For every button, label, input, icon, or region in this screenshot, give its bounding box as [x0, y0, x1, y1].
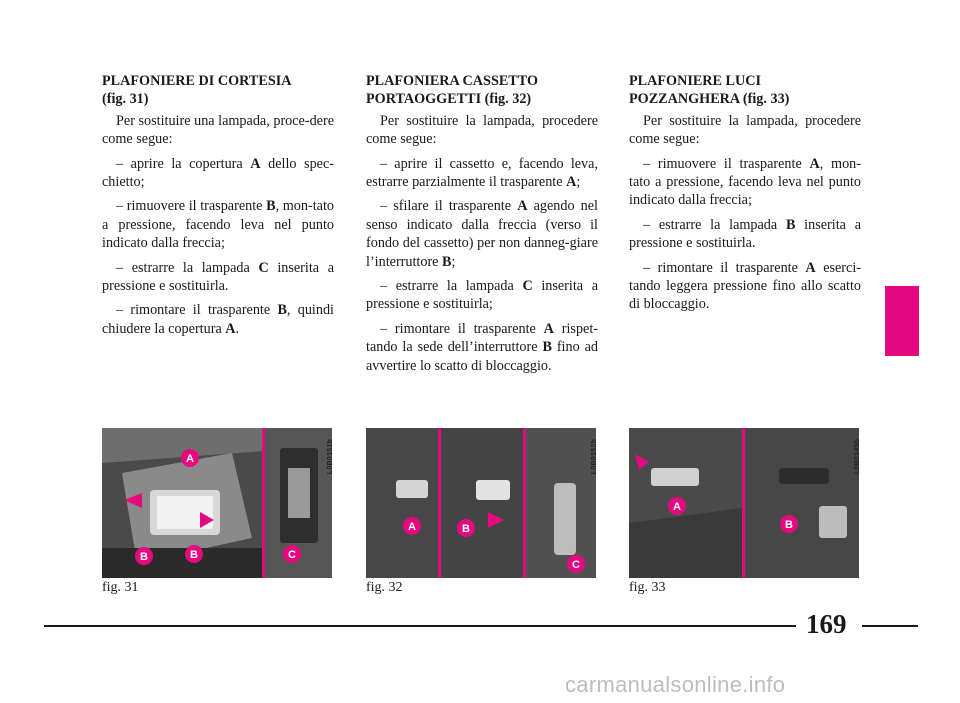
text-run: – estrarre la lampada	[380, 278, 523, 295]
text-run: agendo nel senso indicato dalla freccia (verso il fondo del cassetto) per non danneg-giare l’interruttore	[366, 198, 598, 270]
paragraphs	[366, 112, 598, 375]
figure-33-caption: fig. 33	[629, 580, 666, 595]
section-heading: PLAFONIERA CASSETTO PORTAOGGETTI (fig. 32)	[366, 73, 539, 108]
page-number: 169	[806, 609, 847, 639]
label-c: C	[572, 559, 580, 571]
body-paragraph	[366, 112, 598, 149]
text-run: .	[235, 320, 240, 337]
bold-label: A	[517, 198, 528, 215]
body-paragraph	[366, 320, 598, 375]
text-run: – aprire la copertura	[116, 155, 251, 172]
figure-31-code: L0B0151b	[327, 438, 335, 475]
bold-label: A	[566, 174, 577, 191]
figure-32-code: L0B0152b	[591, 438, 599, 475]
text-run: Per sostituire la lampada, procedere come segue:	[629, 112, 861, 148]
bold-label: B	[442, 253, 452, 270]
text-run: – rimuovere il trasparente	[116, 198, 267, 215]
label-b: B	[190, 549, 198, 561]
text-run: – rimuovere il trasparente	[643, 155, 810, 172]
text-run: ;	[576, 174, 581, 191]
body-paragraph	[629, 155, 861, 210]
body-paragraph	[629, 216, 861, 253]
section-heading: PLAFONIERE LUCI POZZANGHERA (fig. 33)	[629, 73, 790, 108]
text-run: – estrarre la lampada	[643, 216, 786, 233]
bold-label: A	[809, 155, 820, 172]
figure-32-caption: fig. 32	[366, 580, 403, 595]
column-cassetto	[366, 72, 598, 381]
text-run: rispet-tando la sede dell’interruttore	[366, 320, 598, 356]
bold-label: A	[250, 155, 261, 172]
bold-label: A	[225, 320, 236, 337]
label-b: B	[785, 519, 793, 531]
bold-label: B	[277, 302, 287, 319]
bold-label: A	[543, 320, 554, 337]
body-paragraph	[102, 197, 334, 252]
label-b: B	[140, 551, 148, 563]
footer-rule-right	[862, 625, 918, 627]
figure-31-photo	[102, 428, 332, 578]
text-run: inserita a pressione e sostituirla.	[102, 259, 334, 295]
text-run: dello spec-chietto;	[102, 155, 334, 191]
text-run: inserita a pressione e sostituirla.	[629, 216, 861, 252]
body-paragraph	[366, 155, 598, 192]
body-paragraph	[629, 259, 861, 314]
text-run: , mon-tato a pressione, facendo leva nel punto indicato dalla freccia;	[102, 198, 334, 252]
label-a: A	[673, 501, 681, 513]
text-run: , mon-tato a pressione, facendo leva nel punto indicato dalla freccia;	[629, 155, 861, 209]
text-run: – rimontare il trasparente	[116, 302, 278, 319]
figure-31-caption: fig. 31	[102, 580, 139, 595]
text-run: Per sostituire la lampada, procedere come segue:	[366, 112, 598, 148]
label-a: A	[186, 453, 194, 465]
body-paragraph	[102, 259, 334, 296]
figure-33-photo	[629, 428, 859, 578]
body-paragraph	[102, 112, 334, 149]
column-pozzanghera	[629, 72, 861, 320]
text-run: inserita a pressione e sostituirla;	[366, 278, 598, 313]
section-heading: PLAFONIERE DI CORTESIA (fig. 31)	[102, 73, 292, 108]
footer-rule-left	[44, 625, 796, 627]
body-paragraph	[629, 112, 861, 149]
watermark: carmanualsonline.info	[565, 672, 786, 697]
text-run: eserci-tando leggera pressione fino allo scatto di bloccaggio.	[629, 259, 861, 313]
figure-33-code: L0B0145b	[854, 438, 862, 475]
paragraphs	[629, 112, 861, 314]
text-run: – aprire il cassetto e, facendo leva, estrarre parzialmente il trasparente	[366, 155, 598, 191]
label-c: C	[288, 549, 296, 561]
bold-label: B	[542, 339, 552, 356]
bold-label: B	[266, 198, 276, 215]
text-run: , quindi chiudere la copertura	[102, 302, 334, 337]
label-a: A	[408, 521, 416, 533]
label-b: B	[462, 523, 470, 535]
section-tab	[885, 286, 919, 356]
bold-label: C	[522, 278, 533, 295]
text-run: – sfilare il trasparente	[380, 198, 518, 215]
text-run: – rimontare il trasparente	[643, 259, 806, 276]
text-run: – estrarre la lampada	[116, 259, 259, 276]
text-run: fino ad avvertire lo scatto di bloccaggio.	[366, 339, 598, 374]
paragraphs	[102, 112, 334, 338]
text-run: – rimontare il trasparente	[380, 320, 544, 337]
text-run: Per sostituire una lampada, proce-dere come segue:	[102, 112, 334, 148]
body-paragraph	[366, 197, 598, 271]
body-paragraph	[102, 301, 334, 338]
bold-label: B	[785, 216, 796, 233]
body-paragraph	[366, 277, 598, 314]
body-paragraph	[102, 155, 334, 192]
text-run: ;	[451, 253, 456, 270]
figure-32-photo	[366, 428, 596, 578]
bold-label: C	[258, 259, 269, 276]
bold-label: A	[805, 259, 816, 276]
column-cortesia	[102, 72, 334, 344]
